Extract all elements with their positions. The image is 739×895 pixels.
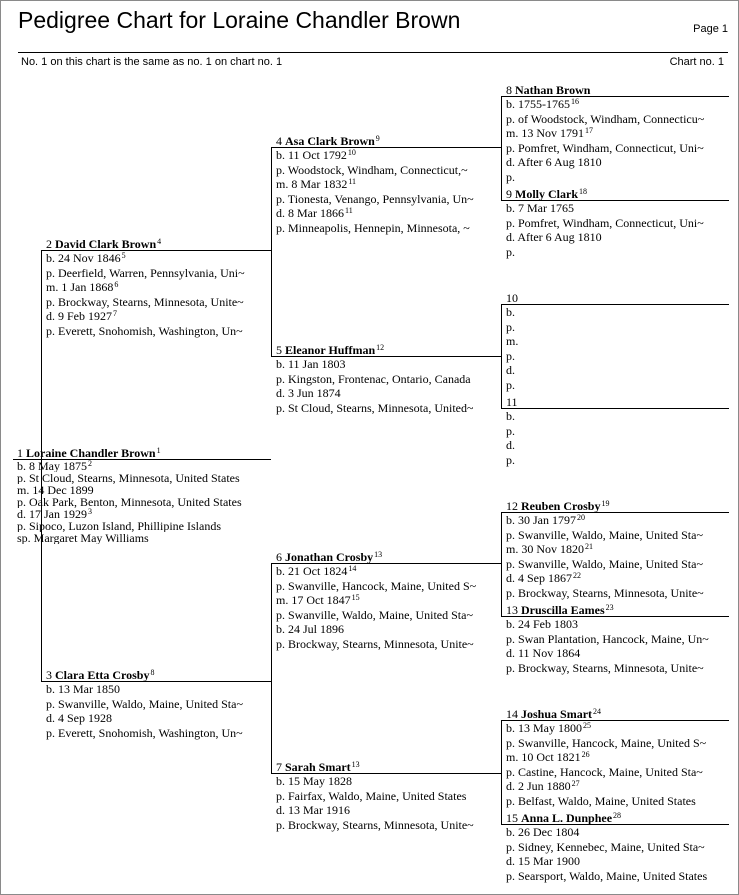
person-9: 9 Molly Clark$^{18}$ b. 7 Mar 1765 p. Pomfret, Windham, Connecticut, Uni~ d. After 6 Aug 1810 p. [506, 186, 704, 259]
person-7: 7 Sarah Smart$^{13}$ b. 15 May 1828 p. Fairfax, Waldo, Maine, United States d. 13 Mar 1916 p. Brockway, Stearns, Minnesota, Unite~ [276, 759, 474, 832]
person-8: 8 Nathan Brown b. 1755-1765$^{16}$ p. of Woodstock, Windham, Connecticu~ m. 13 Nov 1791$^{17}$ p. Pomfret, Windham, Connecticut, Uni~ d. After 6 Aug 1810 p. [506, 82, 705, 184]
name-line-11 [501, 408, 729, 409]
page-number: Page 1 [693, 23, 728, 35]
connector-14-15 [501, 720, 502, 824]
person-11: 11 b. p. d. p. [506, 394, 518, 467]
header-divider [18, 52, 728, 53]
person-14: 14 Joshua Smart$^{24}$ b. 13 May 1800$^{25}$ p. Swanville, Hancock, Maine, United S~ m. 10 Oct 1821$^{26}$ p. Castine, Hancock, Maine, United Sta~ d. 2 Jun 1880$^{27}$ p. Belfast, Waldo, Maine, United States [506, 706, 707, 808]
person-6: 6 Jonathan Crosby$^{13}$ b. 21 Oct 1824$^{14}$ p. Swanville, Hancock, Maine, United S~ m. 17 Oct 1847$^{15}$ p. Swanville, Waldo, Maine, United Sta~ b. 24 Jul 1896 p. Brockway, Stearns, Minnesota, Unite~ [276, 549, 477, 651]
connector-10-11 [501, 304, 502, 408]
chart-number: Chart no. 1 [669, 56, 724, 68]
person-1: 1 Loraine Chandler Brown$^1$ b. 8 May 1875$^2$ p. St Cloud, Stearns, Minnesota, United States m. 14 Dec 1899 p. Oak Park, Benton, Minnesota, United States d. 17 Jan 1929$^3$ p. Sipoco, Luzon Island, Phillipine Islands sp. Margaret May Williams [17, 445, 242, 544]
person-5: 5 Eleanor Huffman$^{12}$ b. 11 Jan 1803 p. Kingston, Frontenac, Ontario, Canada d. 3 Jun 1874 p. St Cloud, Stearns, Minnesota, United~ [276, 342, 474, 415]
person-4: 4 Asa Clark Brown$^9$ b. 11 Oct 1792$^{10}$ p. Woodstock, Windham, Connecticut,~ m. 8 Mar 1832$^{11}$ p. Tionesta, Venango, Pennsylvania, Un~ d. 8 Mar 1866$^{11}$ p. Minneapolis, Hennepin, Minnesota, ~ [276, 133, 474, 235]
person-2: 2 David Clark Brown$^4$ b. 24 Nov 1846$^5$ p. Deerfield, Warren, Pennsylvania, Uni~ m. 1 Jan 1868$^6$ p. Brockway, Stearns, Minnesota, Unite~ d. 9 Feb 1927$^7$ p. Everett, Snohomish, Washington, Un~ [46, 236, 245, 338]
person-10: 10 b. p. m. p. d. p. [506, 290, 519, 392]
person-13: 13 Druscilla Eames$^{23}$ b. 24 Feb 1803 p. Swan Plantation, Hancock, Maine, Un~ d. 11 Nov 1864 p. Brockway, Stearns, Minnesota, Unite~ [506, 602, 709, 675]
person-3: 3 Clara Etta Crosby$^8$ b. 13 Mar 1850 p. Swanville, Waldo, Maine, United Sta~ d. 4 Sep 1928 p. Everett, Snohomish, Washington, Un~ [46, 667, 243, 740]
connector-6-7 [271, 563, 272, 773]
person-12: 12 Reuben Crosby$^{19}$ b. 30 Jan 1797$^{20}$ p. Swanville, Waldo, Maine, United Sta~ m. 30 Nov 1820$^{21}$ p. Swanville, Waldo, Maine, United Sta~ d. 4 Sep 1867$^{22}$ p. Brockway, Stearns, Minnesota, Unite~ [506, 498, 704, 600]
connector-4-5 [271, 147, 272, 356]
page-title: Pedigree Chart for Loraine Chandler Brown [18, 7, 461, 33]
chart-note: No. 1 on this chart is the same as no. 1 on chart no. 1 [21, 56, 283, 68]
connector-8-9 [501, 96, 502, 200]
name-line-10 [501, 304, 729, 305]
person-15: 15 Anna L. Dunphee$^{28}$ b. 26 Dec 1804 p. Sidney, Kennebec, Maine, United Sta~ d. 15 Mar 1900 p. Searsport, Waldo, Maine, United States [506, 810, 708, 883]
connector-12-13 [501, 512, 502, 616]
